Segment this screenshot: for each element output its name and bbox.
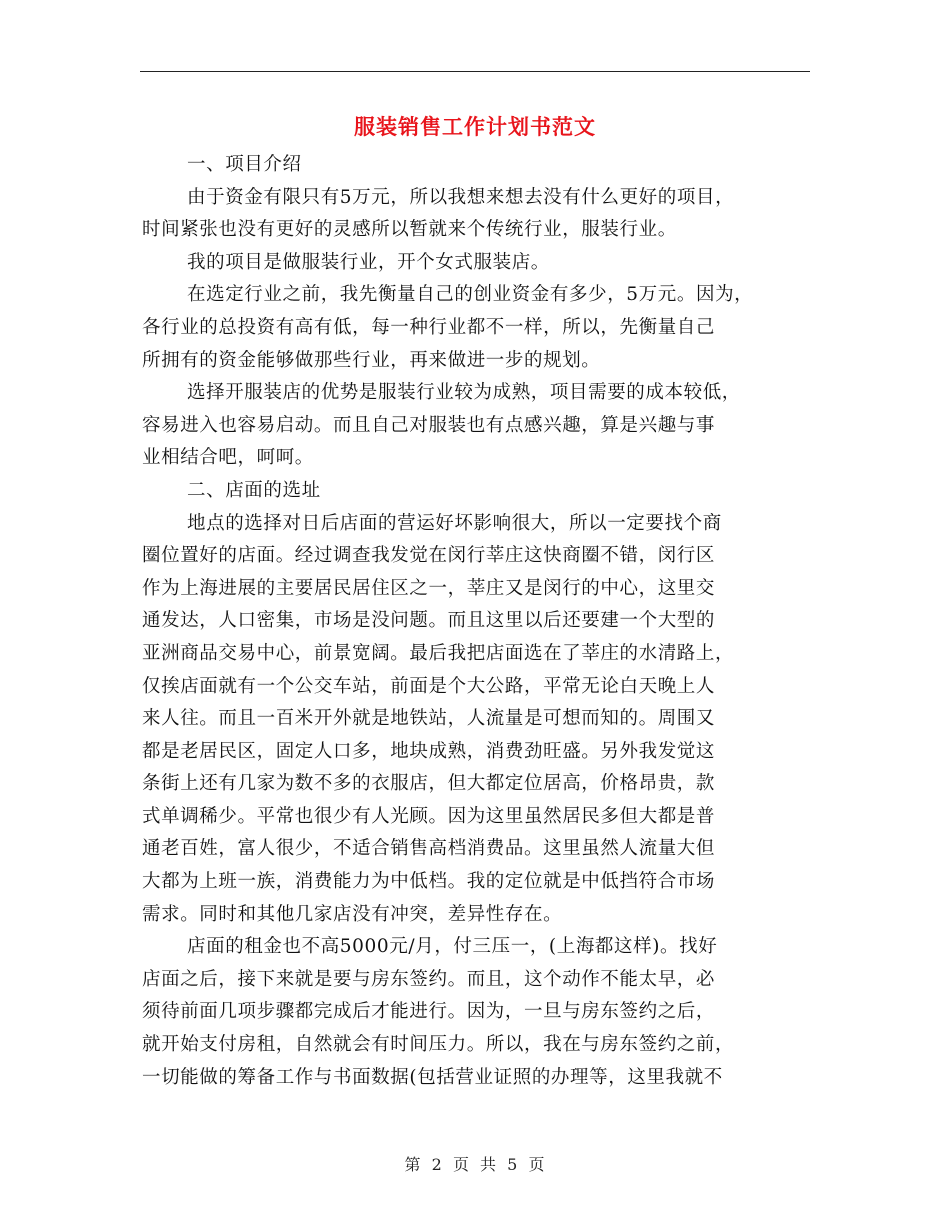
document-body bbox=[142, 149, 822, 1094]
body-line: 通老百姓，富人很少，不适合销售高档消费品。这里虽然人流量大但 bbox=[142, 838, 716, 860]
footer-page-suffix: 页 bbox=[452, 1155, 470, 1174]
header-rule bbox=[140, 71, 810, 72]
body-line: 时间紧张也没有更好的灵感所以暂就来个传统行业，服装行业。 bbox=[142, 219, 677, 241]
body-line: 容易进入也容易启动。而且自己对服装也有点感兴趣，算是兴趣与事 bbox=[142, 414, 716, 436]
body-line: 式单调稀少。平常也很少有人光顾。因为这里虽然居民多但大都是普 bbox=[142, 805, 716, 827]
footer-total-pages: 5 bbox=[507, 1155, 519, 1174]
body-line: 店面之后，接下来就是要与房东签约。而且，这个动作不能太早，必 bbox=[142, 968, 716, 990]
body-line: 条街上还有几家为数不多的衣服店，但大都定位居高，价格昂贵，款 bbox=[142, 773, 716, 795]
body-line: 我的项目是做服装行业，开个女式服装店。 bbox=[187, 251, 550, 273]
body-line: 仅挨店面就有一个公交车站，前面是个大公路，平常无论白天晚上人 bbox=[142, 675, 716, 697]
body-line: 业相结合吧，呵呵。 bbox=[142, 447, 314, 469]
page-footer bbox=[0, 1153, 950, 1177]
body-line: 地点的选择对日后店面的营运好坏影响很大，所以一定要找个商 bbox=[187, 512, 722, 534]
body-line: 就开始支付房租，自然就会有时间压力。所以，我在与房东签约之前， bbox=[142, 1034, 735, 1056]
body-line: 各行业的总投资有高有低，每一种行业都不一样，所以，先衡量自己 bbox=[142, 316, 716, 338]
body-line: 须待前面几项步骤都完成后才能进行。因为，一旦与房东签约之后， bbox=[142, 1001, 716, 1023]
body-line: 在选定行业之前，我先衡量自己的创业资金有多少，5万元。因为， bbox=[187, 284, 754, 306]
body-line: 选择开服装店的优势是服装行业较为成熟，项目需要的成本较低， bbox=[187, 382, 741, 404]
footer-prefix: 第 bbox=[404, 1155, 422, 1174]
body-line: 二、店面的选址 bbox=[187, 479, 321, 501]
body-line: 圈位置好的店面。经过调查我发觉在闵行莘庄这快商圈不错，闵行区 bbox=[142, 545, 716, 567]
document-title: 服装销售工作计划书范文 bbox=[354, 114, 596, 139]
body-line: 大都为上班一族，消费能力为中低档。我的定位就是中低挡符合市场 bbox=[142, 871, 716, 893]
body-line: 一切能做的筹备工作与书面数据(包括营业证照的办理等，这里我就不 bbox=[142, 1066, 723, 1088]
body-line: 一、项目介绍 bbox=[187, 154, 302, 175]
footer-total-suffix: 页 bbox=[528, 1155, 546, 1174]
footer-page-number: 2 bbox=[431, 1155, 443, 1174]
body-line: 亚洲商品交易中心，前景宽阔。最后我把店面选在了莘庄的水清路上， bbox=[142, 642, 735, 664]
body-line: 由于资金有限只有5万元，所以我想来想去没有什么更好的项目， bbox=[187, 186, 735, 208]
body-line: 都是老居民区，固定人口多，地块成熟，消费劲旺盛。另外我发觉这 bbox=[142, 740, 716, 762]
body-line: 店面的租金也不高5000元/月，付三压一，(上海都这样)。找好 bbox=[187, 936, 718, 958]
body-line: 所拥有的资金能够做那些行业，再来做进一步的规划。 bbox=[142, 349, 601, 371]
body-line: 通发达，人口密集，市场是没问题。而且这里以后还要建一个大型的 bbox=[142, 610, 716, 632]
body-line: 需求。同时和其他几家店没有冲突，差异性存在。 bbox=[142, 903, 563, 925]
body-line: 作为上海进展的主要居民居住区之一，莘庄又是闵行的中心，这里交 bbox=[142, 577, 716, 599]
footer-total-prefix: 共 bbox=[480, 1155, 498, 1174]
body-line: 来人往。而且一百米开外就是地铁站，人流量是可想而知的。周围又 bbox=[142, 708, 716, 730]
